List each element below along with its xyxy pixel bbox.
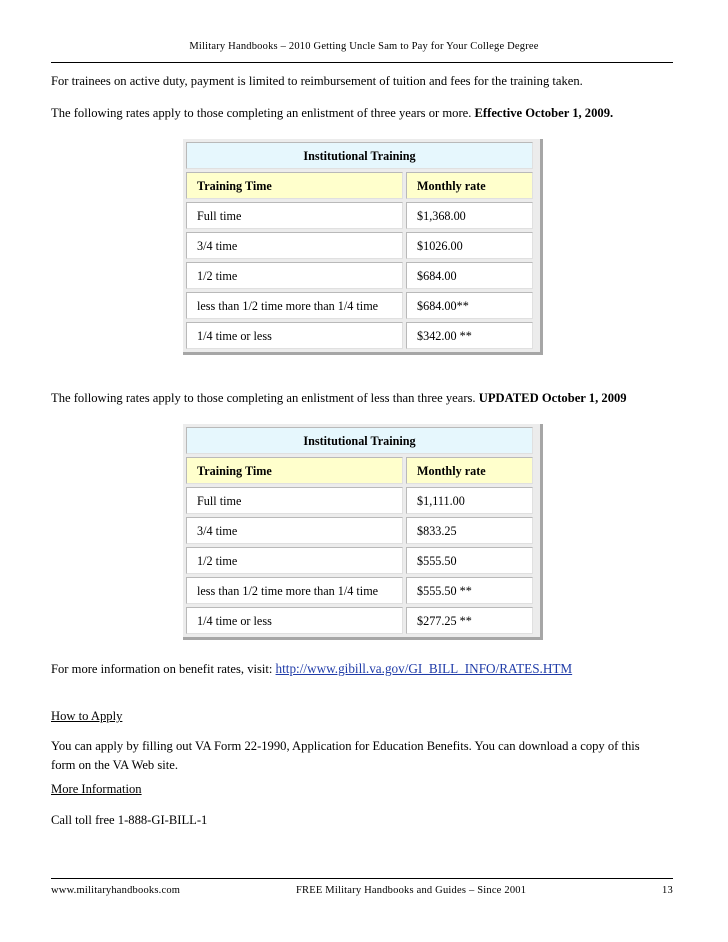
- table-row: [186, 547, 540, 574]
- training-time-cell: 1/4 time or less: [186, 322, 403, 349]
- training-time-cell: 1/4 time or less: [186, 607, 403, 634]
- page-number: 13: [662, 885, 673, 896]
- table-title-row: [186, 427, 540, 454]
- toll-free-paragraph: Call toll free 1-888-GI-BILL-1: [51, 813, 208, 827]
- more-info-text: For more information on benefit rates, visit:: [51, 662, 276, 676]
- how-to-apply-heading: How to Apply: [51, 709, 123, 723]
- monthly-rate-cell: $1026.00: [406, 232, 533, 259]
- training-time-cell: less than 1/2 time more than 1/4 time: [186, 577, 403, 604]
- table-header-row: [186, 172, 540, 199]
- column-header-monthly-rate: Monthly rate: [406, 457, 533, 484]
- less-than-three-years-text: The following rates apply to those completing an enlistment of less than three years.: [51, 391, 479, 405]
- monthly-rate-cell: $684.00**: [406, 292, 533, 319]
- table-row: [186, 577, 540, 604]
- table-row: [186, 607, 540, 634]
- monthly-rate-cell: $555.50 **: [406, 577, 533, 604]
- rates-link[interactable]: http://www.gibill.va.gov/GI_BILL_INFO/RATES.HTM: [275, 661, 573, 676]
- apply-line-2: form on the VA Web site.: [51, 758, 179, 772]
- table-title: Institutional Training: [186, 427, 533, 454]
- rates-table-three-years: [183, 139, 543, 355]
- table-row: [186, 292, 540, 319]
- monthly-rate-cell: $1,111.00: [406, 487, 533, 514]
- table-header-row: [186, 457, 540, 484]
- table-row: [186, 517, 540, 544]
- table-row: [186, 202, 540, 229]
- apply-paragraph: [51, 737, 676, 775]
- more-information-heading: More Information: [51, 782, 142, 796]
- footer-rule: [51, 878, 673, 879]
- training-time-cell: 3/4 time: [186, 232, 403, 259]
- training-time-cell: 3/4 time: [186, 517, 403, 544]
- training-time-cell: less than 1/2 time more than 1/4 time: [186, 292, 403, 319]
- three-years-text: The following rates apply to those completing an enlistment of three years or more.: [51, 106, 475, 120]
- training-time-cell: 1/2 time: [186, 547, 403, 574]
- table-title-row: [186, 142, 540, 169]
- monthly-rate-cell: $833.25: [406, 517, 533, 544]
- footer-site: www.militaryhandbooks.com: [51, 885, 181, 896]
- active-duty-paragraph: For trainees on active duty, payment is limited to reimbursement of tuition and fees for the training taken.: [51, 74, 583, 88]
- table-row: [186, 322, 540, 349]
- three-years-effective-date: Effective October 1, 2009.: [474, 106, 614, 120]
- monthly-rate-cell: $555.50: [406, 547, 533, 574]
- table-title: Institutional Training: [186, 142, 533, 169]
- monthly-rate-cell: $1,368.00: [406, 202, 533, 229]
- column-header-training-time: Training Time: [186, 172, 403, 199]
- column-header-monthly-rate: Monthly rate: [406, 172, 533, 199]
- less-than-three-years-paragraph: [51, 389, 676, 408]
- table-row: [186, 232, 540, 259]
- training-time-cell: Full time: [186, 487, 403, 514]
- three-years-paragraph: [51, 104, 676, 123]
- training-time-cell: 1/2 time: [186, 262, 403, 289]
- column-header-training-time: Training Time: [186, 457, 403, 484]
- more-info-paragraph: [51, 659, 676, 679]
- running-header: Military Handbooks – 2010 Getting Uncle Sam to Pay for Your College Degree: [189, 41, 539, 52]
- rates-table-less-than-three-years: [183, 424, 543, 640]
- monthly-rate-cell: $684.00: [406, 262, 533, 289]
- monthly-rate-cell: $277.25 **: [406, 607, 533, 634]
- less-than-three-years-updated-date: UPDATED October 1, 2009: [478, 391, 627, 405]
- monthly-rate-cell: $342.00 **: [406, 322, 533, 349]
- apply-line-1: You can apply by filling out VA Form 22-1990, Application for Education Benefits. You can download a copy of this: [51, 739, 640, 753]
- header-rule: [51, 62, 673, 63]
- training-time-cell: Full time: [186, 202, 403, 229]
- footer-tagline: FREE Military Handbooks and Guides – Since 2001: [296, 885, 527, 896]
- table-row: [186, 487, 540, 514]
- table-row: [186, 262, 540, 289]
